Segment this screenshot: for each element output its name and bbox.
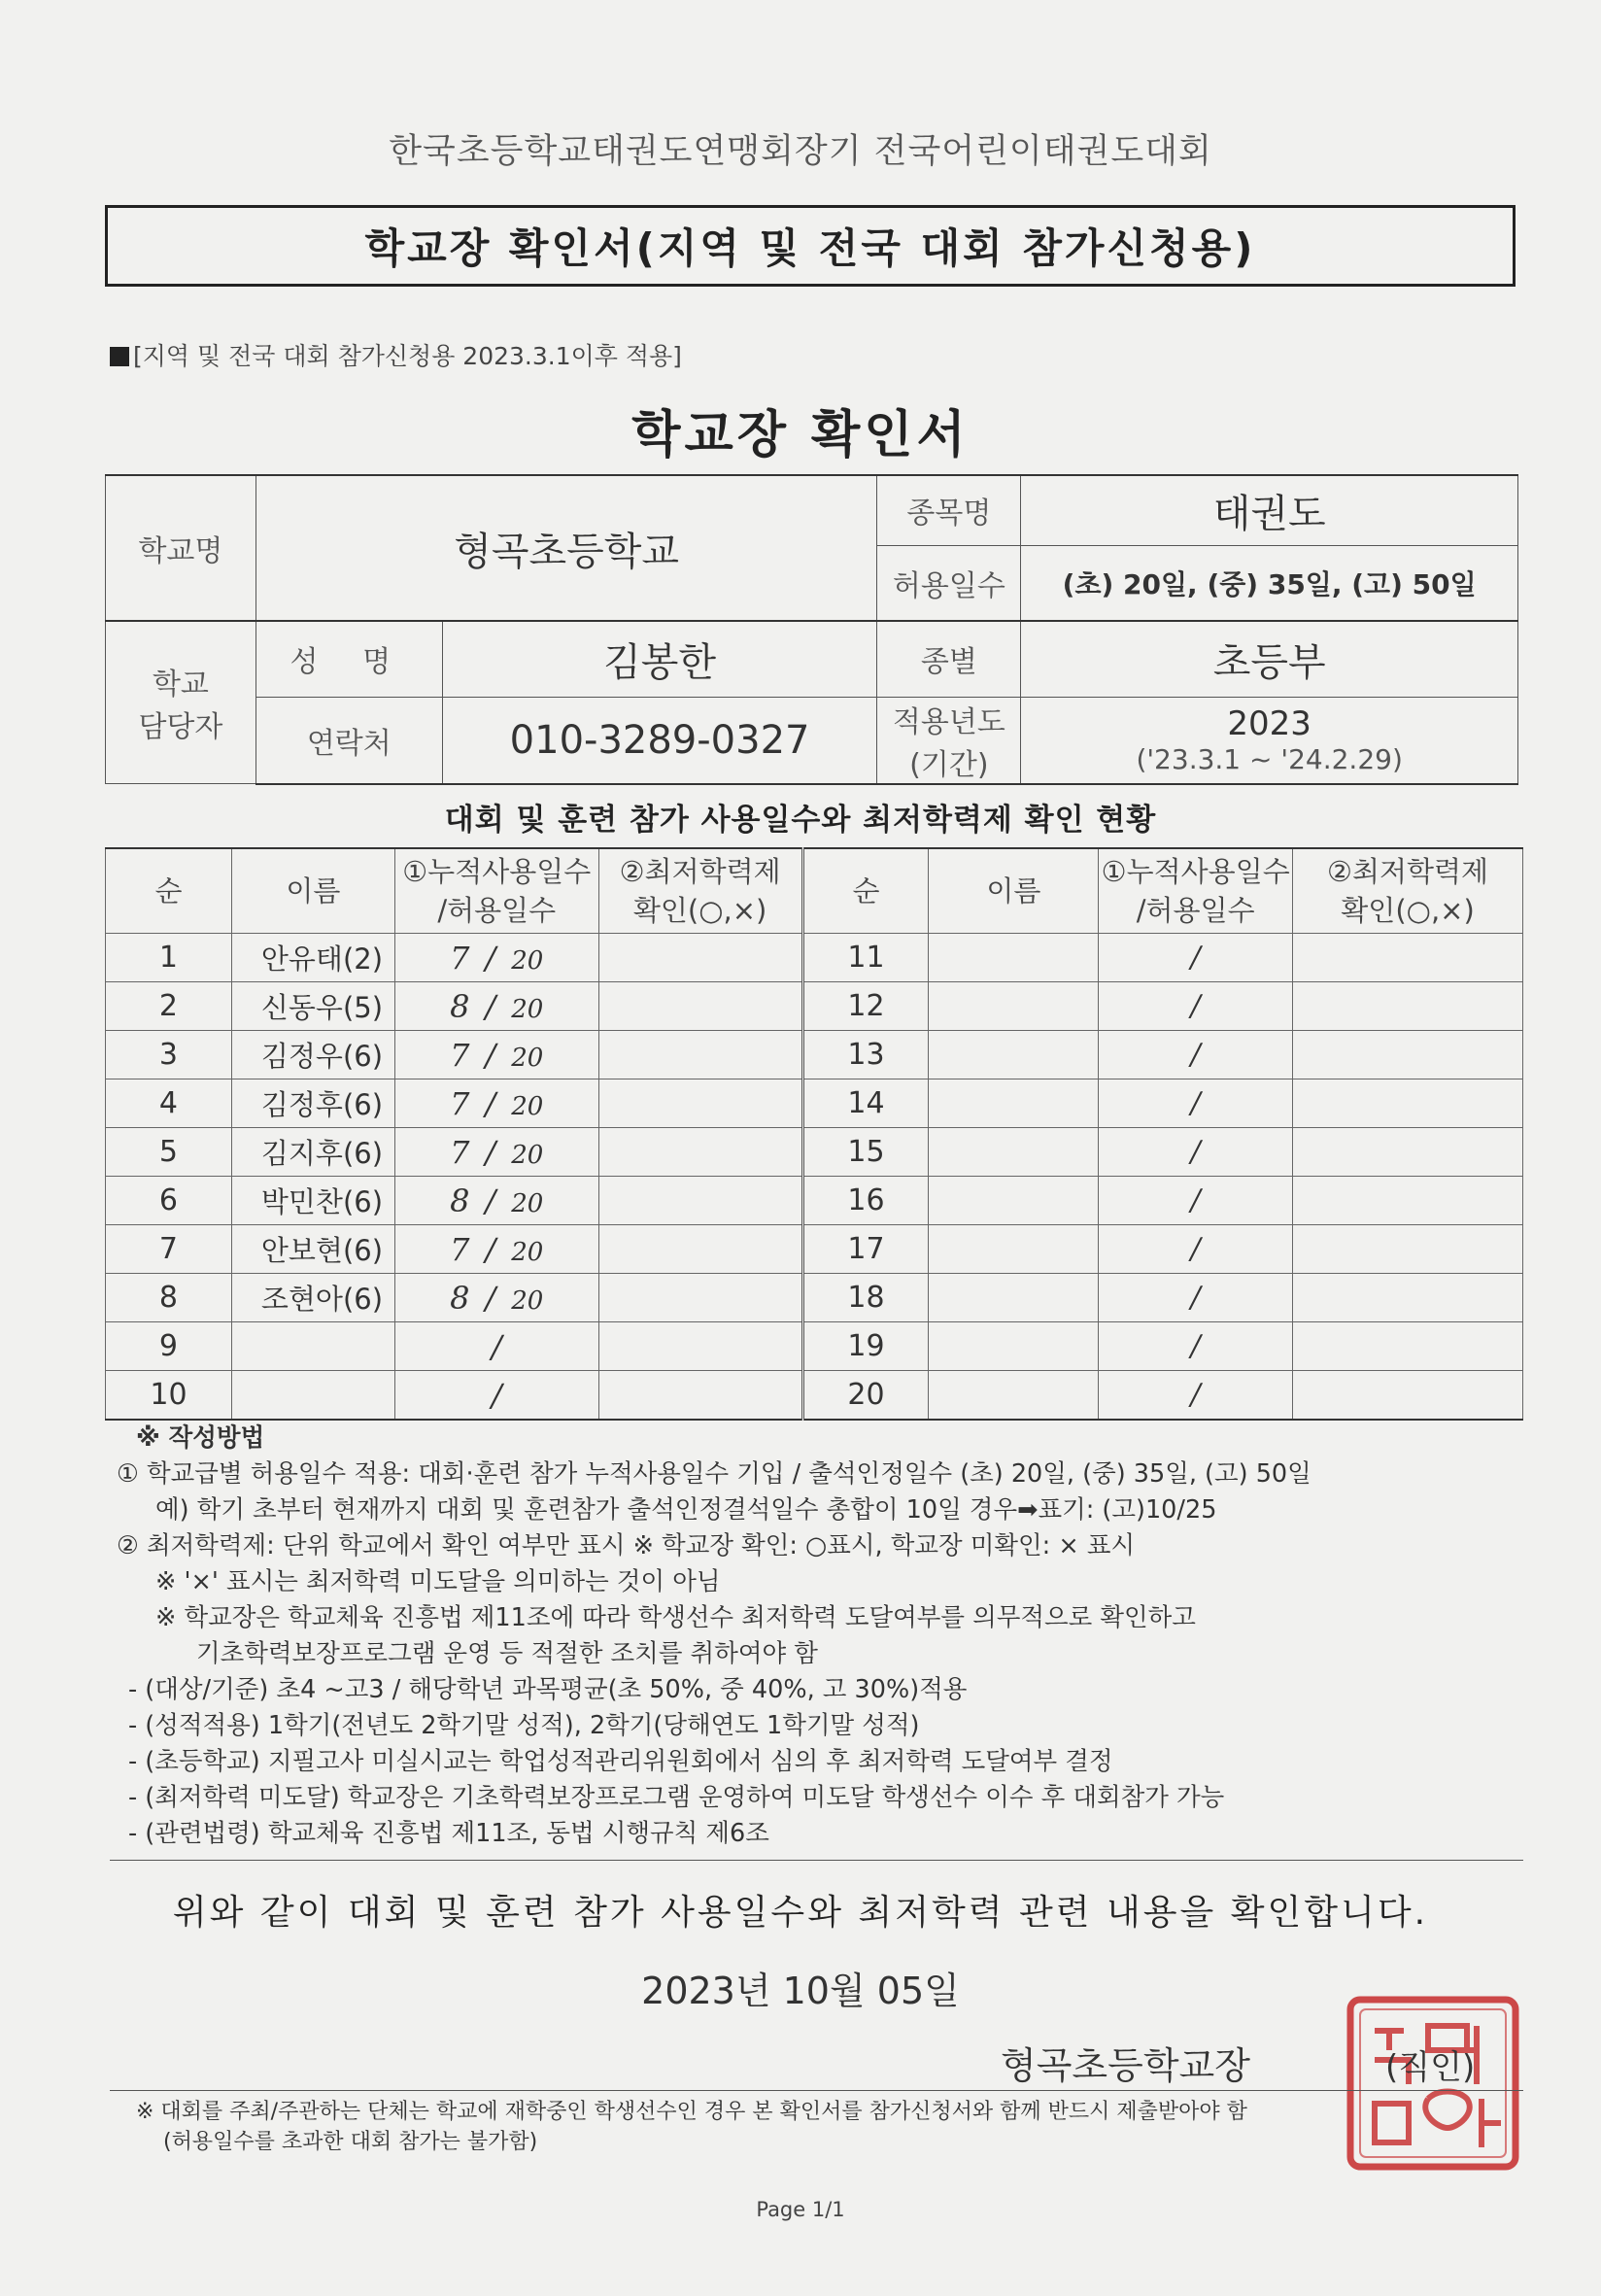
header-days-right: ①누적사용일수 /허용일수: [1099, 848, 1293, 934]
used-days: 7: [450, 1133, 470, 1171]
student-name: 조현아(6): [231, 1274, 394, 1322]
check-cell-right: [1293, 1128, 1523, 1177]
roster-table: [105, 847, 1523, 1421]
table-row: [106, 1322, 1523, 1371]
used-days: 8: [450, 987, 470, 1025]
check-cell-right: [1293, 1371, 1523, 1421]
row-number: 6: [106, 1177, 232, 1225]
check-cell: [598, 1079, 802, 1128]
slash: /: [485, 939, 496, 977]
row-number-right: 14: [802, 1079, 929, 1128]
check-cell: [598, 1177, 802, 1225]
table-row: [106, 1177, 1523, 1225]
days-cell: [394, 1177, 598, 1225]
table-row: [106, 1031, 1523, 1079]
row-number-right: 19: [802, 1322, 929, 1371]
page-number: Page 1/1: [756, 2198, 845, 2221]
document-title: 학교장 확인서: [631, 406, 970, 464]
phone-label: 연락처: [255, 697, 442, 784]
note-line: 기초학력보장프로그램 운영 등 적절한 조치를 취하여야 함: [196, 1639, 818, 1668]
note-line: 예) 학기 초부터 현재까지 대회 및 훈련참가 출석인정결석일수 총합이 10일 경우➡표기: (고)10/25: [155, 1495, 1217, 1525]
header-check: ②최저학력제 확인(○,×): [598, 848, 802, 934]
days-cell-right: /: [1099, 982, 1293, 1031]
event-label: 종목명: [877, 475, 1021, 545]
row-number: 4: [106, 1079, 232, 1128]
days-cell-right: /: [1099, 1274, 1293, 1322]
check-cell-right: [1293, 1079, 1523, 1128]
row-number-right: 17: [802, 1225, 929, 1274]
divider: [110, 2090, 1523, 2091]
allowed-days: 20: [511, 1237, 544, 1267]
note-line: - (대상/기준) 초4 ~고3 / 해당학년 과목평균(초 50%, 중 40%, 고 30%)적용: [128, 1675, 968, 1704]
header-name: 이름: [231, 848, 394, 934]
student-name: 김지후(6): [231, 1128, 394, 1177]
check-cell-right: [1293, 1177, 1523, 1225]
used-days: 8: [450, 1182, 470, 1219]
student-name: [231, 1371, 394, 1421]
student-name: 박민찬(6): [231, 1177, 394, 1225]
used-days: 7: [450, 1230, 470, 1268]
header-check-right: ②최저학력제 확인(○,×): [1293, 848, 1523, 934]
allowed-days: 20: [511, 1188, 544, 1218]
days-cell-right: /: [1099, 1322, 1293, 1371]
applies-note: [지역 및 전국 대회 참가신청용 2023.3.1이후 적용]: [110, 337, 682, 372]
row-number: 7: [106, 1225, 232, 1274]
note-line: - (성적적용) 1학기(전년도 2학기말 성적), 2학기(당해연도 1학기말 성적): [128, 1711, 920, 1740]
allowed-days: 20: [511, 1140, 544, 1170]
event-value: 태권도: [1021, 475, 1518, 545]
slash: /: [485, 1279, 496, 1317]
table-row: [106, 1274, 1523, 1322]
allowed-days: 20: [511, 994, 544, 1024]
slash: /: [485, 1133, 496, 1171]
used-days: 7: [450, 939, 470, 977]
row-number: 1: [106, 934, 232, 982]
row-number-right: 13: [802, 1031, 929, 1079]
note-line: - (초등학교) 지필고사 미실시교는 학업성적관리위원회에서 심의 후 최저학력 도달여부 결정: [128, 1747, 1113, 1776]
table-row: [106, 1128, 1523, 1177]
table-row: [106, 1225, 1523, 1274]
year-value: 2023: [1227, 704, 1311, 743]
footnote-line: (허용일수를 초과한 대회 참가는 불가함): [163, 2130, 538, 2154]
days-cell-right: /: [1099, 1225, 1293, 1274]
table-row: [106, 982, 1523, 1031]
allowed-days-value: (초) 20일, (중) 35일, (고) 50일: [1021, 545, 1518, 621]
row-number-right: 11: [802, 934, 929, 982]
days-cell-right: /: [1099, 934, 1293, 982]
manager-name-label: 성 명: [255, 621, 442, 697]
days-cell-right: /: [1099, 1079, 1293, 1128]
black-square-icon: [110, 347, 129, 366]
seal-mark: (직인): [1385, 2048, 1476, 2087]
check-cell: [598, 1371, 802, 1421]
check-cell-right: [1293, 1031, 1523, 1079]
slash: /: [491, 1327, 502, 1365]
slash: /: [485, 987, 496, 1025]
footnote-line: ※ 대회를 주최/주관하는 단체는 학교에 재학중인 학생선수인 경우 본 확인서를 참가신청서와 함께 반드시 제출받아야 함: [136, 2100, 1247, 2124]
student-name-right: [929, 1371, 1099, 1421]
manager-name-value: 김봉한: [442, 621, 877, 697]
instructions-heading: ※ 작성방법: [136, 1423, 265, 1453]
table-row: [106, 1079, 1523, 1128]
days-cell: [394, 934, 598, 982]
days-cell-right: /: [1099, 1128, 1293, 1177]
check-cell: [598, 1274, 802, 1322]
divider: [110, 1860, 1523, 1861]
table-row: [106, 934, 1523, 982]
student-name-right: [929, 1177, 1099, 1225]
check-cell-right: [1293, 1322, 1523, 1371]
check-cell-right: [1293, 1225, 1523, 1274]
days-cell: [394, 1274, 598, 1322]
row-number: 9: [106, 1322, 232, 1371]
days-cell-right: /: [1099, 1177, 1293, 1225]
issue-date: 2023년 10월 05일: [641, 1970, 960, 2012]
check-cell-right: [1293, 982, 1523, 1031]
contact-group-label: 학교 담당자: [106, 621, 256, 784]
check-cell: [598, 1225, 802, 1274]
days-cell-right: /: [1099, 1031, 1293, 1079]
student-name-right: [929, 1128, 1099, 1177]
row-number: 5: [106, 1128, 232, 1177]
check-cell: [598, 982, 802, 1031]
student-name-right: [929, 1322, 1099, 1371]
student-name: 김정후(6): [231, 1079, 394, 1128]
used-days: 8: [450, 1279, 470, 1317]
note-line: ※ 학교장은 학교체육 진흥법 제11조에 따라 학생선수 최저학력 도달여부를 의무적으로 확인하고: [155, 1603, 1196, 1632]
header-name-right: 이름: [929, 848, 1099, 934]
days-cell: [394, 982, 598, 1031]
student-name: [231, 1322, 394, 1371]
footnote: [136, 2097, 1525, 2157]
days-cell: [394, 1371, 598, 1421]
check-cell-right: [1293, 934, 1523, 982]
principal-signature: 형곡초등학교장: [1001, 2044, 1250, 2087]
year-label: 적용년도 (기간): [877, 697, 1021, 784]
row-number-right: 15: [802, 1128, 929, 1177]
instructions: [117, 1421, 1516, 1852]
row-number: 2: [106, 982, 232, 1031]
days-cell: [394, 1031, 598, 1079]
year-period: ('23.3.1 ~ '24.2.29): [1136, 743, 1403, 775]
slash: /: [485, 1182, 496, 1219]
school-info-table: [105, 474, 1518, 785]
header-num: 순: [106, 848, 232, 934]
allowed-days: 20: [511, 1091, 544, 1121]
student-name-right: [929, 1079, 1099, 1128]
days-cell: [394, 1225, 598, 1274]
year-value-cell: [1021, 697, 1518, 784]
division-label: 종별: [877, 621, 1021, 697]
row-number-right: 20: [802, 1371, 929, 1421]
row-number: 8: [106, 1274, 232, 1322]
allowed-days: 20: [511, 1043, 544, 1073]
days-cell: [394, 1322, 598, 1371]
slash: /: [485, 1230, 496, 1268]
header-days: ①누적사용일수 /허용일수: [394, 848, 598, 934]
division-value: 초등부: [1021, 621, 1518, 697]
student-name: 안유태(2): [231, 934, 394, 982]
row-number: 3: [106, 1031, 232, 1079]
slash: /: [485, 1036, 496, 1074]
student-name-right: [929, 1225, 1099, 1274]
phone-value: 010-3289-0327: [442, 697, 877, 784]
boxed-title-text: 학교장 확인서(지역 및 전국 대회 참가신청용): [364, 224, 1256, 272]
confirmation-statement: 위와 같이 대회 및 훈련 참가 사용일수와 최저학력 관련 내용을 확인합니다.: [172, 1893, 1429, 1933]
check-cell: [598, 934, 802, 982]
student-name-right: [929, 1031, 1099, 1079]
check-cell-right: [1293, 1274, 1523, 1322]
school-name-value: 형곡초등학교: [255, 475, 877, 621]
boxed-title: [105, 205, 1516, 287]
row-number-right: 18: [802, 1274, 929, 1322]
roster-section-title: 대회 및 훈련 참가 사용일수와 최저학력제 확인 현황: [444, 803, 1157, 838]
student-name-right: [929, 982, 1099, 1031]
student-name: 김정우(6): [231, 1031, 394, 1079]
check-cell: [598, 1322, 802, 1371]
row-number-right: 16: [802, 1177, 929, 1225]
row-number-right: 12: [802, 982, 929, 1031]
student-name: 안보현(6): [231, 1225, 394, 1274]
row-number: 10: [106, 1371, 232, 1421]
tournament-title: 한국초등학교태권도연맹회장기 전국어린이태권도대회: [389, 132, 1212, 171]
note-line: ② 최저학력제: 단위 학교에서 확인 여부만 표시 ※ 학교장 확인: ○표시, 학교장 미확인: × 표시: [117, 1531, 1136, 1560]
school-name-label: 학교명: [106, 475, 256, 621]
student-name: 신동우(5): [231, 982, 394, 1031]
used-days: 7: [450, 1084, 470, 1122]
allowed-days: 20: [511, 945, 544, 976]
days-cell-right: /: [1099, 1371, 1293, 1421]
header-num-right: 순: [802, 848, 929, 934]
note-line: - (최저학력 미도달) 학교장은 기초학력보장프로그램 운영하여 미도달 학생선수 이수 후 대회참가 가능: [128, 1783, 1225, 1812]
check-cell: [598, 1128, 802, 1177]
days-cell: [394, 1079, 598, 1128]
note-line: - (관련법령) 학교체육 진흥법 제11조, 동법 시행규칙 제6조: [128, 1819, 769, 1848]
note-line: ① 학교급별 허용일수 적용: 대회·훈련 참가 누적사용일수 기입 / 출석인정일수 (초) 20일, (중) 35일, (고) 50일: [117, 1459, 1311, 1489]
days-cell: [394, 1128, 598, 1177]
table-row: [106, 1371, 1523, 1421]
student-name-right: [929, 1274, 1099, 1322]
check-cell: [598, 1031, 802, 1079]
note-line: ※ '×' 표시는 최저학력 미도달을 의미하는 것이 아님: [155, 1567, 721, 1596]
slash: /: [491, 1376, 502, 1414]
student-name-right: [929, 934, 1099, 982]
allowed-days-label: 허용일수: [877, 545, 1021, 621]
allowed-days: 20: [511, 1285, 544, 1316]
slash: /: [485, 1084, 496, 1122]
used-days: 7: [450, 1036, 470, 1074]
